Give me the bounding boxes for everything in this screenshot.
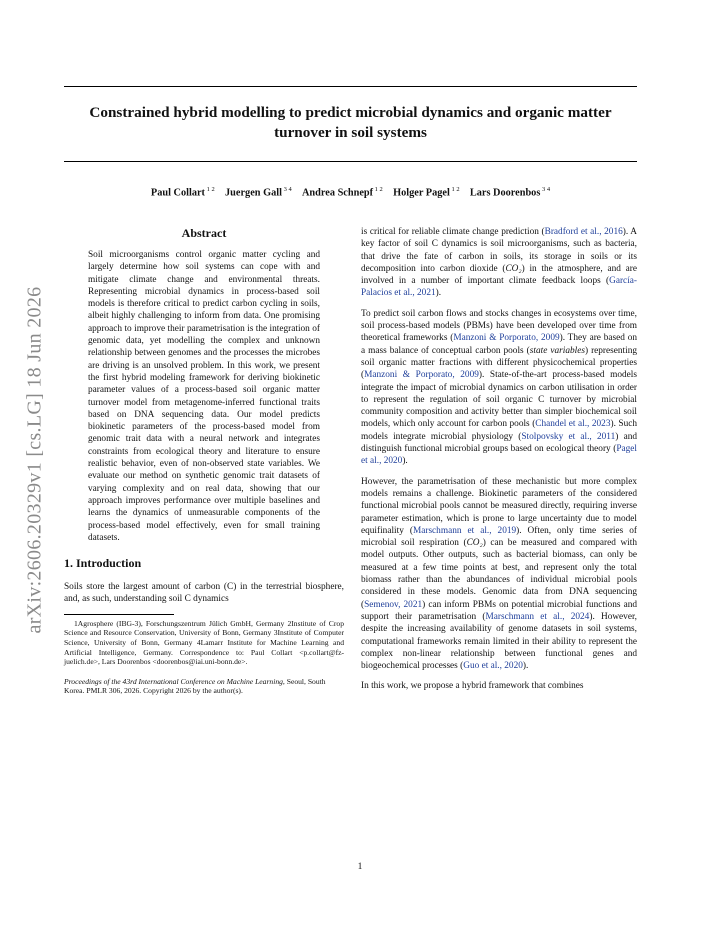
proceedings-note (64, 677, 344, 696)
author-affiliation-marks: 1 2 (373, 186, 383, 193)
paragraph-text: In this work, we propose a hybrid framework that combines (361, 681, 584, 692)
proceedings-venue: Proceedings of the 43rd International Conference on Machine Learning (64, 676, 283, 686)
right-paragraph-4 (361, 680, 637, 692)
title-bottom-rule (64, 161, 637, 162)
paragraph-text: ). Such models integrate microbial physiology ( (361, 419, 638, 442)
right-paragraph-1 (361, 226, 637, 300)
page-number: 1 (357, 862, 363, 872)
paragraph-text: ) in the atmosphere, and are involved in a number of important climate feedback loops ( (361, 263, 637, 287)
author-name: Juergen Gall (225, 187, 282, 199)
author-name: Holger Pagel (393, 187, 450, 199)
citation-link[interactable]: Manzoni & Porporato, 2009 (364, 370, 479, 381)
paragraph-text: ). A key factor of soil C dynamics is soil microorganisms, such as bacteria, that drive the fate of carbon in soils, its storage in soils or its decomposition into carbon dioxide ( (361, 227, 638, 274)
paragraph-text: However, the parametrisation of these mechanistic but more complex models remains a challenge. Biokinetic parameters of the considered functional microbial pools cannot be measured directly, requiring inverse parameter estimation, which is prone to large uncertainty due to model equifinality ( (361, 476, 637, 536)
paragraph-text: To predict soil carbon flows and stocks changes in ecosystems over time, soil process-based models (PBMs) have been developed over time from theoretical frameworks ( (361, 308, 637, 344)
paragraph-text: ) can inform PBMs on potential microbial functions and support their parametrisation ( (361, 599, 637, 622)
author-affiliation-marks: 1 2 (204, 186, 215, 193)
citation-link[interactable]: García-Palacios et al., 2021 (361, 276, 637, 299)
author-affiliation-marks: 1 2 (449, 186, 460, 193)
top-rule (64, 86, 637, 87)
arxiv-stamp-text: arXiv:2606.20329v1 [cs.LG] 18 Jun 2026 (23, 286, 46, 634)
right-column (361, 226, 637, 701)
citation-link[interactable]: Pagel et al., 2020 (361, 444, 637, 467)
paragraph-text: ) can be measured and compared with model outputs. Other outputs, such as bacterial biomass, can only be measured at a few time points at best, and represent only the total biomass rather than the abundances of individual microbial pools considered in these models. Genomic data from DNA sequencing ( (361, 538, 637, 610)
citation-link[interactable]: Marschmann et al., 2024 (485, 611, 590, 622)
italic-text: CO₂ (466, 538, 483, 549)
citation-link[interactable]: Chandel et al., 2023 (535, 419, 611, 430)
paragraph-text: ). They are based on a mass balance of conceptual carbon pools ( (361, 333, 637, 356)
author-list (64, 186, 637, 198)
citation-link[interactable]: Manzoni & Porporato, 2009 (453, 333, 560, 344)
author-affiliation-marks: 3 4 (540, 186, 551, 193)
left-column (64, 226, 344, 696)
paragraph-text: ). (435, 288, 442, 299)
citation-link[interactable]: Marschmann et al., 2019 (412, 525, 517, 536)
citation-link[interactable]: Semenov, 2021 (364, 599, 423, 610)
italic-text: state variables (529, 345, 585, 356)
section-heading-introduction: 1. Introduction (64, 556, 142, 571)
italic-text: CO₂ (505, 263, 522, 274)
author-name: Paul Collart (150, 187, 205, 199)
right-paragraph-2 (361, 308, 637, 468)
paragraph-text: ). (402, 456, 408, 467)
paragraph-text: ). State-of-the-art process-based models integrate the impact of microbial dynamics on carbon utilisation in order to represent the regulation of soil organic C turnover by microbial community composition and activity better than simpler biochemical soil models, which only account for carbon pools ( (361, 370, 637, 430)
right-paragraph-3 (361, 476, 637, 673)
citation-link[interactable]: Stolpovsky et al., 2011 (521, 431, 616, 442)
paragraph-text: ). Often, only time series of microbial soil respiration ( (361, 525, 637, 549)
abstract-heading: Abstract (181, 226, 227, 240)
citation-link[interactable]: Guo et al., 2020 (463, 661, 523, 672)
abstract-text: Soil microorganisms control organic matter cycling and largely determine how soil systems can cope with and mitigate climate change and environmental threats. Representing microbial dynamics in process-based soil models is therefore critical to predict carbon cycling in soils, albeit highly challenging to inform from data. One promising approach to improve their parametrisation is the integration of genomic data, yet modelling the complex and unknown relationship between genomes and the processes the microbes are driving is an unsolved problem. In this work, we present the first hybrid modeling framework for deriving biokinetic parameter values of a process-based soil organic matter turnover model from metagenome-inferred functional traits based on DNA sequencing data. Our model predicts biokinetic parameters of the process-based model from genomic trait data with a neural network and integrates constraints from ecological theory and literature to ensure realistic behavior, even of non-observed state variables. We evaluate our method on synthetic genomic trait datasets of varying complexity and on real data, showing that our approach improves performance over multiple baselines and learns the dynamics of unmeasurable components of the process-based model effectively, even for small training datasets. (88, 250, 320, 543)
affiliation-footnote: 1Agrosphere (IBG-3), Forschungszentrum Jülich GmbH, Germany 2Institute of Crop Science and Resource Conservation, University of Bonn, Germany 3Institute of Computer Science, University of Bonn, Germany 4Lamarr Institute for Machine Learning and Artificial Intelligence, Germany. Correspondence to: Paul Collart <p.collart@fz-juelich.de>, Lars Doorenbos <doorenbos@iai.uni-bonn.de>. (64, 618, 344, 667)
proceedings-details: , Seoul, South Korea. PMLR 306, 2026. Copyright 2026 by the author(s). (64, 676, 326, 696)
paper-title: Constrained hybrid modelling to predict microbial dynamics and organic matter turnover in soil systems (89, 104, 612, 141)
intro-paragraph: Soils store the largest amount of carbon (C) in the terrestrial biosphere, and, as such, understanding soil C dynamics (64, 582, 344, 605)
paragraph-text: ). (522, 661, 529, 672)
arxiv-stamp (10, 250, 60, 670)
paragraph-text: ) and distinguish functional microbial groups based on ecological theory ( (361, 431, 638, 455)
paragraph-text: is critical for reliable climate change prediction ( (361, 227, 545, 237)
footnote-rule (64, 614, 174, 615)
citation-link[interactable]: Bradford et al., 2016 (544, 227, 623, 237)
paragraph-text: ). However, despite the increasing availability of genome datasets in soil systems, computational frameworks remain limited in their ability to represent the complex non-linear relationship between functional genes and biogeochemical processes ( (361, 611, 638, 672)
author-name: Andrea Schnepf (302, 187, 374, 199)
author-name: Lars Doorenbos (469, 187, 541, 199)
author-affiliation-marks: 3 4 (281, 186, 292, 193)
paragraph-text: ) representing soil organic matter fractions with different physicochemical properties ( (361, 345, 638, 381)
